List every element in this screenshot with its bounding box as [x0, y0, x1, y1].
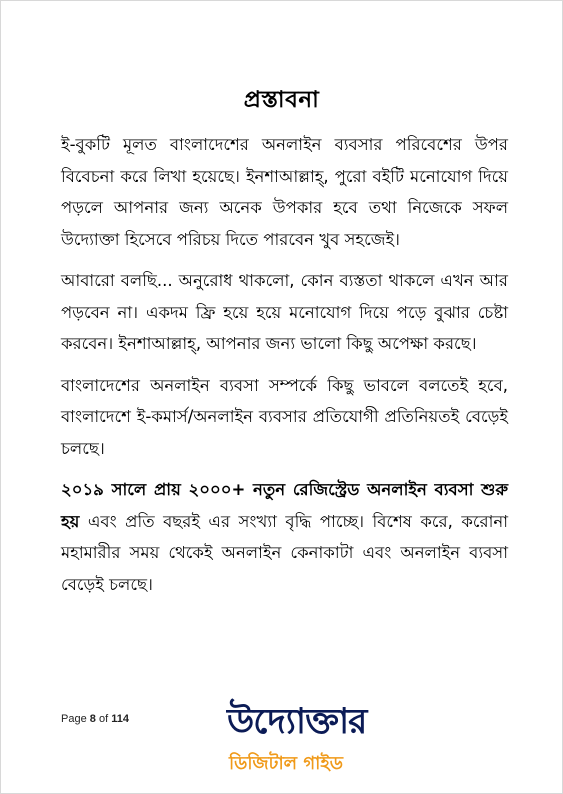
logo-top-text: উদ্যোক্তার	[227, 702, 367, 742]
paragraph-4	[61, 474, 508, 600]
brand-logo	[227, 701, 377, 791]
paragraph-3: বাংলাদেশের অনলাইন ব্যবসা সম্পর্কে কিছু ভাবলে বলতেই হবে, বাংলাদেশে ই-কমার্স/অনলাইন ব্যবসার প্রতিযোগী প্রতিনিয়তই বেড়েই চলছে।	[61, 375, 508, 458]
total-pages: 114	[111, 713, 129, 725]
page-number: 8	[89, 713, 96, 725]
logo-bottom-text: ডিজিটাল গাইড	[229, 753, 343, 774]
page-footer	[61, 713, 129, 725]
paragraph-4-text: এবং প্রতি বছরই এর সংখ্যা বৃদ্ধি পাচ্ছে। বিশেষ করে, করোনা মহামারীর সময় থেকেই অনলাইন কেনাকাটা এবং অনলাইন ব্যবসা বেড়েই চলছে।	[61, 511, 508, 594]
document-body	[61, 129, 508, 610]
page-title: প্রস্তাবনা	[243, 87, 320, 113]
of-label: of	[98, 713, 109, 725]
paragraph-1: ই-বুকটি মূলত বাংলাদেশের অনলাইন ব্যবসার পরিবেশের উপর বিবেচনা করে লিখা হয়েছে। ইনশাআল্লাহ্‌, পুরো বইটি মনোযোগ দিয়ে পড়লে আপনার জন্য অনেক উপকার হবে তথা নিজেকে সফল উদ্যোক্তা হিসেবে পরিচয় দিতে পারবেন খুব সহজেই।	[61, 135, 508, 249]
paragraph-2: আবারো বলছি... অনুরোধ থাকলো, কোন ব্যস্ততা থাকলে এখন আর পড়বেন না। একদম ফ্রি হয়ে হয়ে মনোযোগ দিয়ে পড়ে বুঝার চেষ্টা করবেন। ইনশাআল্লাহ্‌, আপনার জন্য ভালো কিছু অপেক্ষা করছে।	[61, 271, 508, 353]
page-label: Page	[61, 713, 87, 725]
paragraph-4-bold-lead: ২০১৯ সালে প্রায় ২০০০+ নতুন রেজিস্ট্রেড অনলাইন ব্যবসা শুরু হয়	[61, 480, 508, 531]
